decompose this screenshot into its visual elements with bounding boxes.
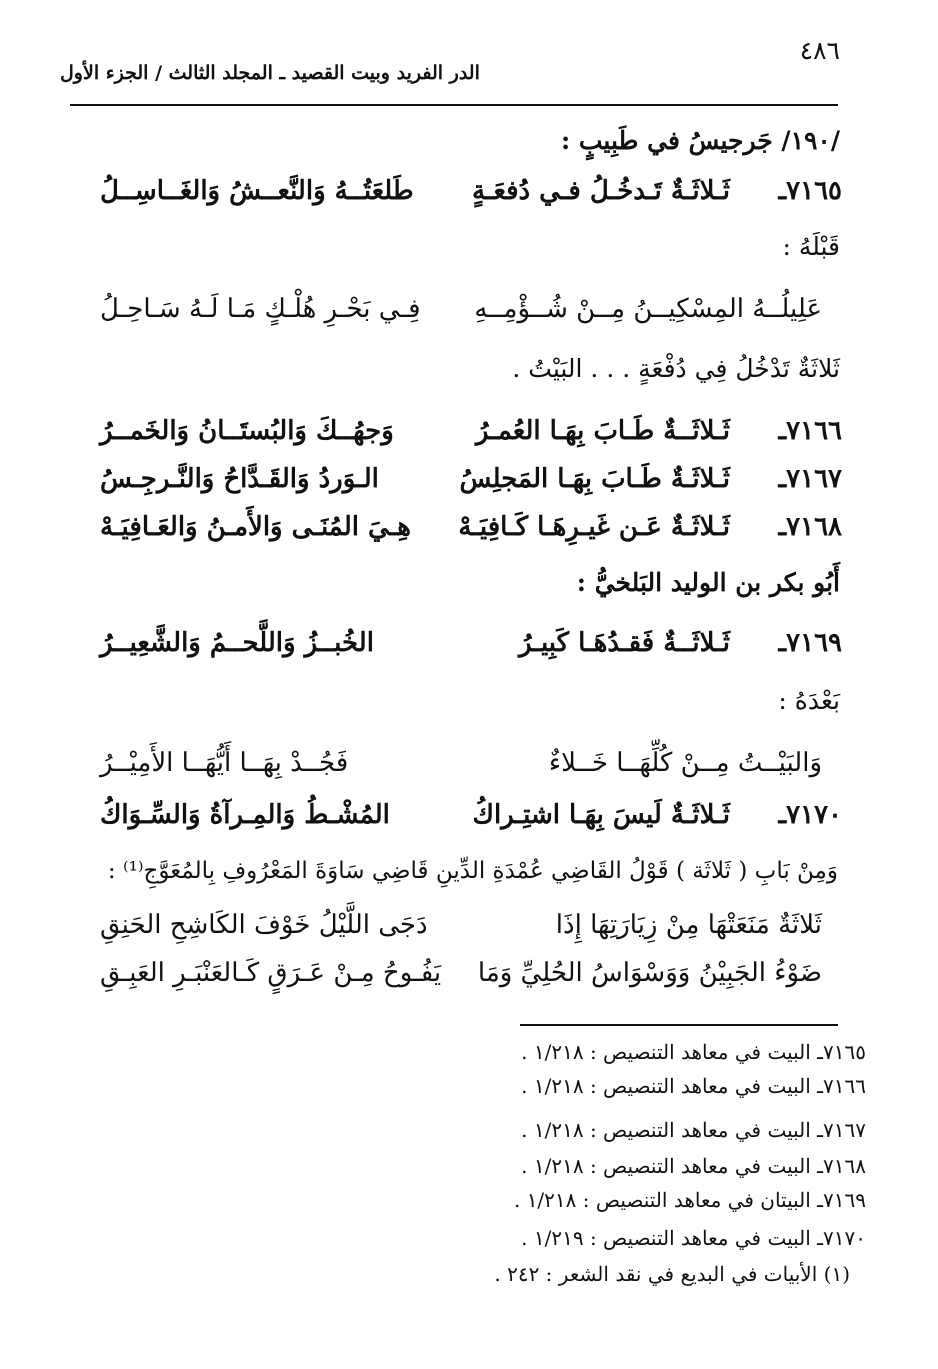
verse-second-hemistich: الـوَردُ وَالقَـدَّاحُ وَالنَّـرجِـسُ bbox=[100, 464, 379, 494]
verse-number: ٧١٦٥ـ bbox=[778, 176, 842, 206]
verse-number: ٧١٧٠ـ bbox=[778, 800, 842, 830]
verse-7166 bbox=[100, 416, 842, 460]
verse-second-hemistich: الخُبــزُ وَاللَّحــمُ وَالشَّعِيــرُ bbox=[100, 628, 374, 658]
verse-before-7165 bbox=[100, 294, 842, 338]
poet-abu-bakr: أَبُو بكر بن الوليد البَلخيُّ : bbox=[576, 568, 840, 597]
verse-first-hemistich: وَالبَيْــتُ مِــنْ كُلِّهَــا خَــلاءٌ bbox=[548, 748, 822, 778]
verse-second-hemistich: يَفُـوحُ مِـنْ عَـرَقٍ كَـالعَنْبَـرِ العَبِـقِ bbox=[100, 958, 442, 988]
footnote-7166: ٧١٦٦ـ البيت في معاهد التنصيص : ١/٢١٨ . bbox=[521, 1074, 866, 1098]
verse-first-hemistich: ثَلاثَةٌ مَنَعَتْهَا مِنْ زِيَارَتِهَا إِذَا bbox=[555, 910, 822, 940]
label-qablahu: قَبْلَهُ : bbox=[782, 232, 840, 261]
verse-first-hemistich: ضَوْءُ الجَبِيْنُ وَوَسْوَاسُ الحُلِيِّ وَمَا bbox=[477, 958, 822, 988]
verse-7168 bbox=[100, 512, 842, 556]
verse-7167 bbox=[100, 464, 842, 508]
verse-second-hemistich: هِـيَ المُنَـى وَالأَمـنُ وَالعَـافِيَـهْ bbox=[100, 512, 412, 542]
verse-last-1 bbox=[100, 910, 842, 954]
footnote-divider bbox=[520, 1024, 838, 1026]
verse-number: ٧١٦٧ـ bbox=[778, 464, 842, 494]
bab-thalatha-line: وَمِنْ بَابِ ( ثَلاثَة ) قَوْلُ القَاضِي عُمْدَةِ الدِّينِ قَاضِي سَاوَةَ المَعْرُوفِ بِالمُعَوَّجِ⁽¹⁾ : bbox=[107, 858, 838, 884]
footnote-7167: ٧١٦٧ـ البيت في معاهد التنصيص : ١/٢١٨ . bbox=[521, 1118, 866, 1142]
footnote-7170: ٧١٧٠ـ البيت في معاهد التنصيص : ١/٢١٩ . bbox=[521, 1226, 866, 1250]
verse-second-hemistich: طَلعَتُــهُ وَالنَّعــشُ وَالغَــاسِــلُ bbox=[100, 176, 414, 206]
verse-first-hemistich: ثَـلاثَـةٌ عَـن غَيـرِهَـا كَـافِيَـهْ bbox=[458, 512, 730, 542]
verse-number: ٧١٦٩ـ bbox=[778, 628, 842, 658]
section-heading-190: /١٩٠/ جَرجيسُ في طَبِيبٍ : bbox=[560, 126, 840, 155]
verse-second-hemistich: فِـي بَحْـرِ هُلْـكٍ مَـا لَـهُ سَـاحِـلُ bbox=[100, 294, 421, 324]
verse-7170 bbox=[100, 800, 842, 844]
footnote-7169: ٧١٦٩ـ البيتان في معاهد التنصيص : ١/٢١٨ . bbox=[513, 1188, 866, 1212]
verse-first-hemistich: عَلِيلُــهُ المِسْكِيــنُ مِــنْ شُــؤْمِــهِ bbox=[474, 294, 822, 324]
running-header-title: الدر الفريد وبيت القصيد ـ المجلد الثالث / الجزء الأول bbox=[60, 62, 480, 84]
verse-7169 bbox=[100, 628, 842, 672]
page-number: ٤٨٦ bbox=[799, 36, 840, 65]
verse-first-hemistich: ثَـلاثَــةٌ طَـابَ بِهَـا العُمـرُ bbox=[475, 416, 730, 446]
verse-after-7169 bbox=[100, 748, 842, 792]
verse-7165 bbox=[100, 176, 842, 220]
verse-second-hemistich: دَجَى اللَّيْلُ خَوْفَ الكَاشِحِ الحَنِقِ bbox=[100, 910, 428, 940]
verse-first-hemistich: ثَـلاثَـةٌ تَـدخُـلُ فـي دُفعَـةٍ bbox=[471, 176, 730, 206]
footnote-7165: ٧١٦٥ـ البيت في معاهد التنصيص : ١/٢١٨ . bbox=[521, 1040, 866, 1064]
verse-reference-line: ثَلاثَةٌ تَدْخُلُ فِي دُفْعَةٍ . . . البَيْتُ . bbox=[512, 354, 840, 383]
verse-first-hemistich: ثَـلاثَـةٌ لَيسَ بِهَـا اشتِـراكُ bbox=[472, 800, 730, 830]
verse-number: ٧١٦٦ـ bbox=[778, 416, 842, 446]
verse-second-hemistich: فَجُــدْ بِهَــا أَيُّهَــا الأَمِيْــرُ bbox=[100, 748, 349, 778]
label-badahu: بَعْدَهُ : bbox=[778, 686, 840, 715]
verse-second-hemistich: وَجهُــكَ وَالبُستَــانُ وَالخَمــرُ bbox=[100, 416, 394, 446]
header-divider bbox=[70, 104, 838, 106]
verse-first-hemistich: ثَـلاثَـةٌ طَـابَ بِهَـا المَجلِسُ bbox=[459, 464, 730, 494]
footnote-7168: ٧١٦٨ـ البيت في معاهد التنصيص : ١/٢١٨ . bbox=[521, 1154, 866, 1178]
footnote-1: (١) الأبيات في البديع في نقد الشعر : ٢٤٢ . bbox=[494, 1262, 850, 1286]
verse-last-2 bbox=[100, 958, 842, 1002]
verse-number: ٧١٦٨ـ bbox=[778, 512, 842, 542]
verse-second-hemistich: المُشْـطُ وَالمِـرآةُ وَالسِّـوَاكُ bbox=[100, 800, 390, 830]
verse-first-hemistich: ثَـلاثَــةٌ فَقـدُهَـا كَبِيـرُ bbox=[518, 628, 730, 658]
